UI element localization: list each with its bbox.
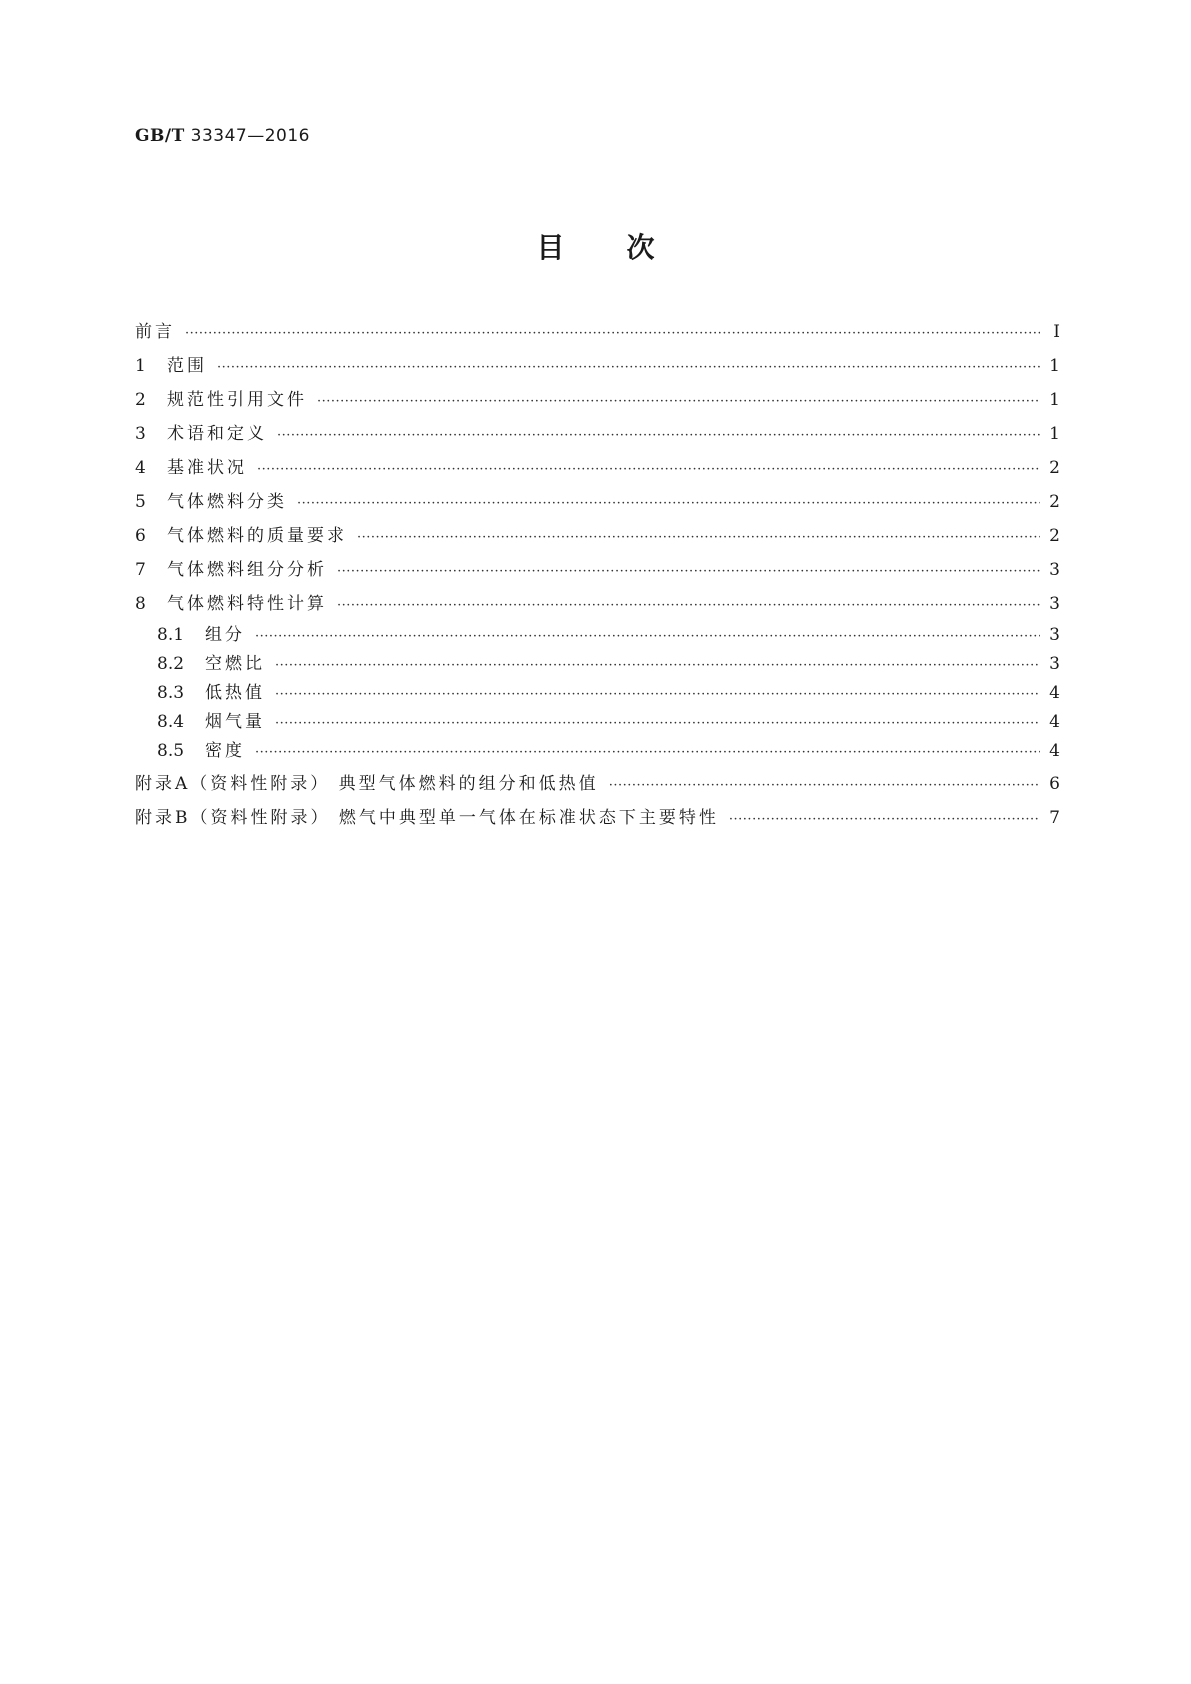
toc-leader-dots (185, 322, 1040, 346)
toc-entry-label: 附录B（资料性附录） 燃气中典型单一气体在标准状态下主要特性 (135, 808, 719, 828)
toc-entry-page: 6 (1049, 774, 1060, 794)
toc-entry-number: 6 (135, 526, 146, 546)
toc-entry-label: 术语和定义 (167, 424, 267, 444)
toc-entry-number: 8.3 (157, 683, 185, 703)
toc-leader-dots (275, 683, 1040, 707)
toc-entry-label: 烟气量 (205, 712, 265, 732)
toc-entry-number: 4 (135, 458, 146, 478)
toc-leader-dots (729, 808, 1040, 832)
toc-leader-dots (275, 654, 1040, 678)
toc-entry[interactable] (135, 592, 1060, 616)
toc-leader-dots (255, 625, 1040, 649)
toc-entry-label: 基准状况 (167, 458, 247, 478)
standard-code (135, 126, 310, 146)
toc-leader-dots (609, 774, 1040, 798)
standard-prefix: GB/T (135, 126, 185, 146)
toc-entry-page: 2 (1049, 526, 1060, 546)
toc-entry[interactable] (135, 739, 1060, 763)
toc-entry-label: 组分 (205, 625, 245, 645)
toc-entry-page: 2 (1049, 492, 1060, 512)
toc-entry-number: 8.4 (157, 712, 185, 732)
toc-entry-page: 4 (1049, 683, 1060, 703)
toc-entry-label: 气体燃料分类 (167, 492, 287, 512)
toc-leader-dots (357, 526, 1040, 550)
toc-leader-dots (297, 492, 1040, 516)
toc-entry-label: 气体燃料组分分析 (167, 560, 327, 580)
toc-leader-dots (337, 560, 1040, 584)
toc-entry-label: 附录A（资料性附录） 典型气体燃料的组分和低热值 (135, 774, 599, 794)
toc-entry-number: 5 (135, 492, 146, 512)
toc-entry-number: 3 (135, 424, 146, 444)
toc-leader-dots (337, 594, 1040, 618)
toc-entry-page: 3 (1049, 625, 1060, 645)
toc-entry-number: 8.5 (157, 741, 185, 761)
toc-entry-page: Ⅰ (1053, 322, 1060, 342)
toc-entry[interactable] (135, 772, 1060, 796)
toc-leader-dots (257, 458, 1040, 482)
toc-entry[interactable] (135, 652, 1060, 676)
toc-entry[interactable] (135, 806, 1060, 830)
toc-entry-number: 2 (135, 390, 146, 410)
toc-leader-dots (255, 741, 1040, 765)
toc-entry-page: 1 (1049, 356, 1060, 376)
toc-entry[interactable] (135, 388, 1060, 412)
toc-entry-page: 4 (1049, 741, 1060, 761)
toc-entry-label: 气体燃料的质量要求 (167, 526, 347, 546)
toc-entry-label: 低热值 (205, 683, 265, 703)
toc-entry-number: 8 (135, 594, 146, 614)
toc-leader-dots (317, 390, 1040, 414)
toc-entry-page: 4 (1049, 712, 1060, 732)
toc-entry-page: 1 (1049, 424, 1060, 444)
toc-entry-label: 密度 (205, 741, 245, 761)
standard-number: 33347—2016 (190, 126, 310, 146)
toc-entry-number: 1 (135, 356, 146, 376)
toc-entry-page: 3 (1049, 594, 1060, 614)
toc-entry-label: 规范性引用文件 (167, 390, 307, 410)
toc-entry[interactable] (135, 422, 1060, 446)
toc-entry-label: 空燃比 (205, 654, 265, 674)
toc-entry-page: 3 (1049, 560, 1060, 580)
toc-entry-page: 3 (1049, 654, 1060, 674)
toc-entry-number: 8.1 (157, 625, 185, 645)
toc-entry-label: 前言 (135, 322, 175, 342)
toc-entry-number: 8.2 (157, 654, 185, 674)
toc-entry-number: 7 (135, 560, 146, 580)
toc-title: 目次 (536, 231, 717, 264)
toc-entry[interactable] (135, 456, 1060, 480)
toc-entry-label: 范围 (167, 356, 207, 376)
toc-entry[interactable] (135, 320, 1060, 344)
toc-entry[interactable] (135, 354, 1060, 378)
toc-entry[interactable] (135, 710, 1060, 734)
toc-entry-page: 2 (1049, 458, 1060, 478)
toc-leader-dots (277, 424, 1040, 448)
toc-leader-dots (275, 712, 1040, 736)
toc-entry[interactable] (135, 524, 1060, 548)
toc-leader-dots (217, 356, 1040, 380)
toc-entry[interactable] (135, 490, 1060, 514)
toc-entry-page: 7 (1049, 808, 1060, 828)
toc-entry[interactable] (135, 623, 1060, 647)
toc-entry[interactable] (135, 681, 1060, 705)
toc-entry[interactable] (135, 558, 1060, 582)
toc-entry-label: 气体燃料特性计算 (167, 594, 327, 614)
toc-entry-page: 1 (1049, 390, 1060, 410)
